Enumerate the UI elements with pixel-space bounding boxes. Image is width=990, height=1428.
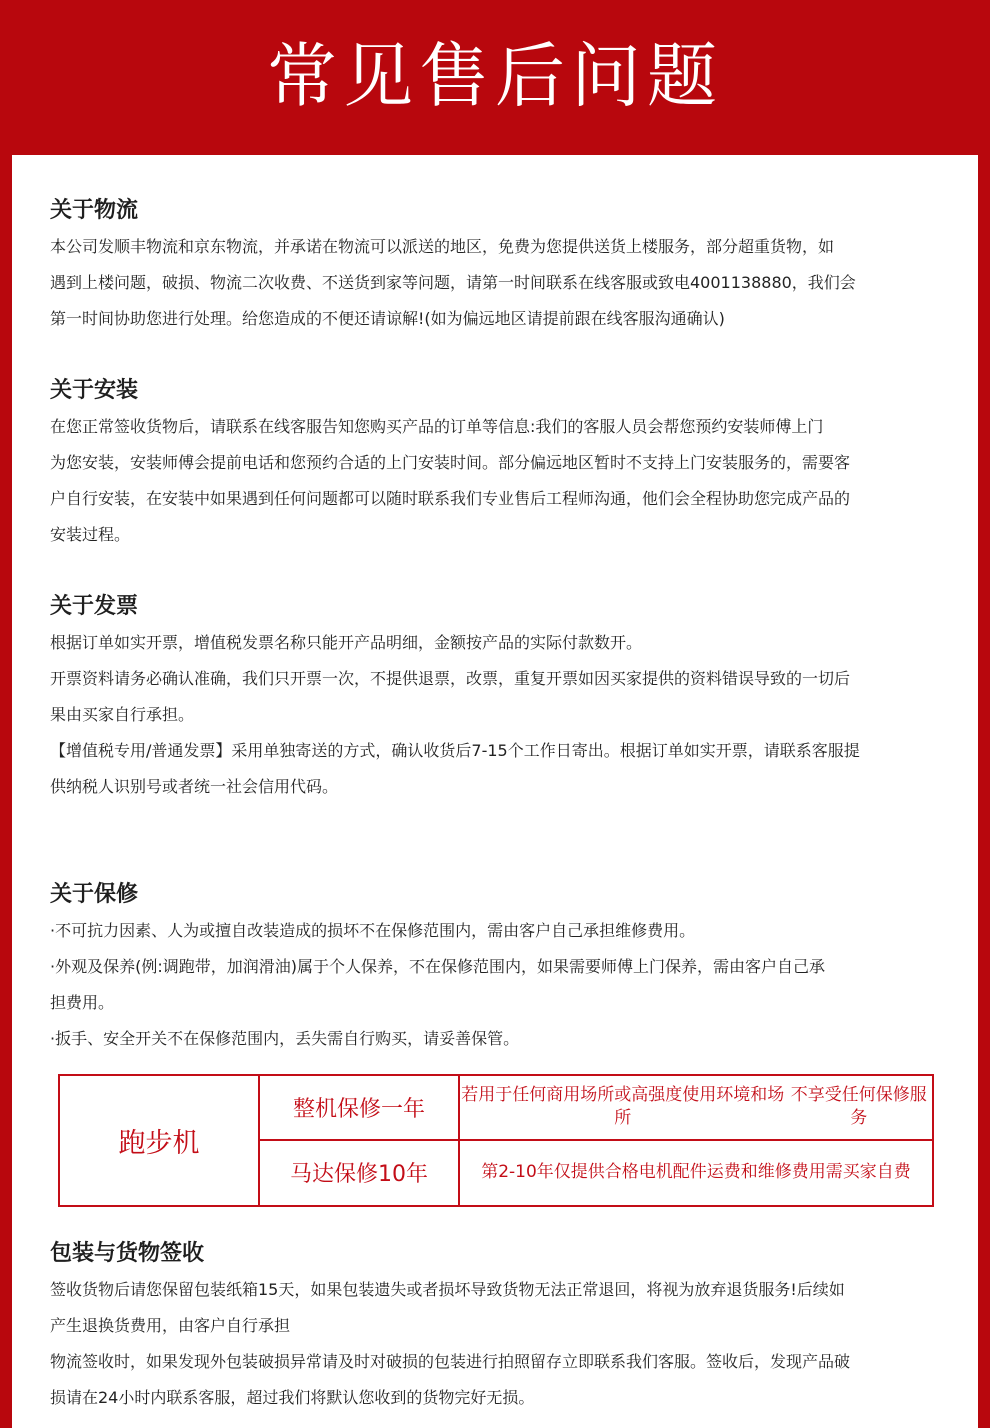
section-line: 担费用。 xyxy=(50,993,115,1012)
section-line: ·不可抗力因素、人为或擅自改装造成的损坏不在保修范围内，需由客户自己承担维修费用。 xyxy=(50,921,696,940)
section-heading: 关于保修 xyxy=(50,882,139,907)
section-line: 开票资料请务必确认准确，我们只开票一次，不提供退票，改票，重复开票如因买家提供的资料错误导致的一切后 xyxy=(50,669,851,688)
title-banner xyxy=(0,0,990,155)
section-line: 遇到上楼问题，破损、物流二次收费、不送货到家等问题，请第一时间联系在线客服或致电4001138880，我们会 xyxy=(50,273,856,292)
section-invoice xyxy=(50,589,965,805)
warranty-table xyxy=(58,1074,934,1207)
warranty-note-line: 若用于任何商用场所或高强度使用环境和场所 xyxy=(461,1085,785,1129)
section-line: 本公司发顺丰物流和京东物流，并承诺在物流可以派送的地区，免费为您提供送货上楼服务，部分超重货物，如 xyxy=(50,237,835,256)
content-panel xyxy=(12,155,978,1428)
section-line: 第一时间协助您进行处理。给您造成的不便还请谅解!(如为偏远地区请提前跟在线客服沟通确认) xyxy=(50,309,725,328)
section-heading: 包装与货物签收 xyxy=(50,1241,205,1266)
warranty-term: 整机保修一年 xyxy=(260,1076,460,1141)
section-line: 签收货物后请您保留包装纸箱15天，如果包装遗失或者损坏导致货物无法正常退回，将视为放弃退货服务!后续如 xyxy=(50,1280,845,1299)
warranty-note-line: 不享受任何保修服务 xyxy=(790,1085,927,1129)
section-installation xyxy=(50,373,965,553)
warranty-term: 马达保修10年 xyxy=(260,1141,460,1206)
section-packaging xyxy=(50,1236,965,1416)
warranty-note xyxy=(460,1076,932,1141)
section-line: 损请在24小时内联系客服，超过我们将默认您收到的货物完好无损。 xyxy=(50,1388,535,1407)
warranty-note-line: 运费和维修费用需买家自费 xyxy=(706,1162,911,1183)
section-line: ·扳手、安全开关不在保修范围内，丢失需自行购买，请妥善保管。 xyxy=(50,1029,520,1048)
section-line: 产生退换货费用，由客户自行承担 xyxy=(50,1316,291,1335)
section-line: 安装过程。 xyxy=(50,525,131,544)
section-warranty xyxy=(50,877,965,1057)
section-line: ·外观及保养(例:调跑带，加润滑油)属于个人保养，不在保修范围内，如果需要师傅上门保养，需由客户自己承 xyxy=(50,957,825,976)
warranty-note-line: 第2-10年仅提供合格电机配件 xyxy=(481,1162,707,1183)
page-title: 常见售后问题 xyxy=(267,35,723,117)
section-line: 在您正常签收货物后，请联系在线客服告知您购买产品的订单等信息:我们的客服人员会帮您预约安装师傅上门 xyxy=(50,417,824,436)
section-heading: 关于物流 xyxy=(50,198,139,223)
section-line: 根据订单如实开票，增值税发票名称只能开产品明细，金额按产品的实际付款数开。 xyxy=(50,633,643,652)
warranty-note xyxy=(460,1141,932,1206)
warranty-product: 跑步机 xyxy=(60,1076,260,1205)
section-line: 户自行安装，在安装中如果遇到任何问题都可以随时联系我们专业售后工程师沟通，他们会全程协助您完成产品的 xyxy=(50,489,851,508)
section-logistics xyxy=(50,193,965,337)
section-line: 供纳税人识别号或者统一社会信用代码。 xyxy=(50,777,339,796)
section-line: 【增值税专用/普通发票】采用单独寄送的方式，确认收货后7-15个工作日寄出。根据订单如实开票，请联系客服提 xyxy=(50,741,860,760)
section-heading: 关于安装 xyxy=(50,378,139,403)
section-heading: 关于发票 xyxy=(50,594,139,619)
section-line: 为您安装，安装师傅会提前电话和您预约合适的上门安装时间。部分偏远地区暂时不支持上门安装服务的，需要客 xyxy=(50,453,851,472)
section-line: 物流签收时，如果发现外包装破损异常请及时对破损的包装进行拍照留存立即联系我们客服。签收后，发现产品破 xyxy=(50,1352,851,1371)
section-line: 果由买家自行承担。 xyxy=(50,705,195,724)
